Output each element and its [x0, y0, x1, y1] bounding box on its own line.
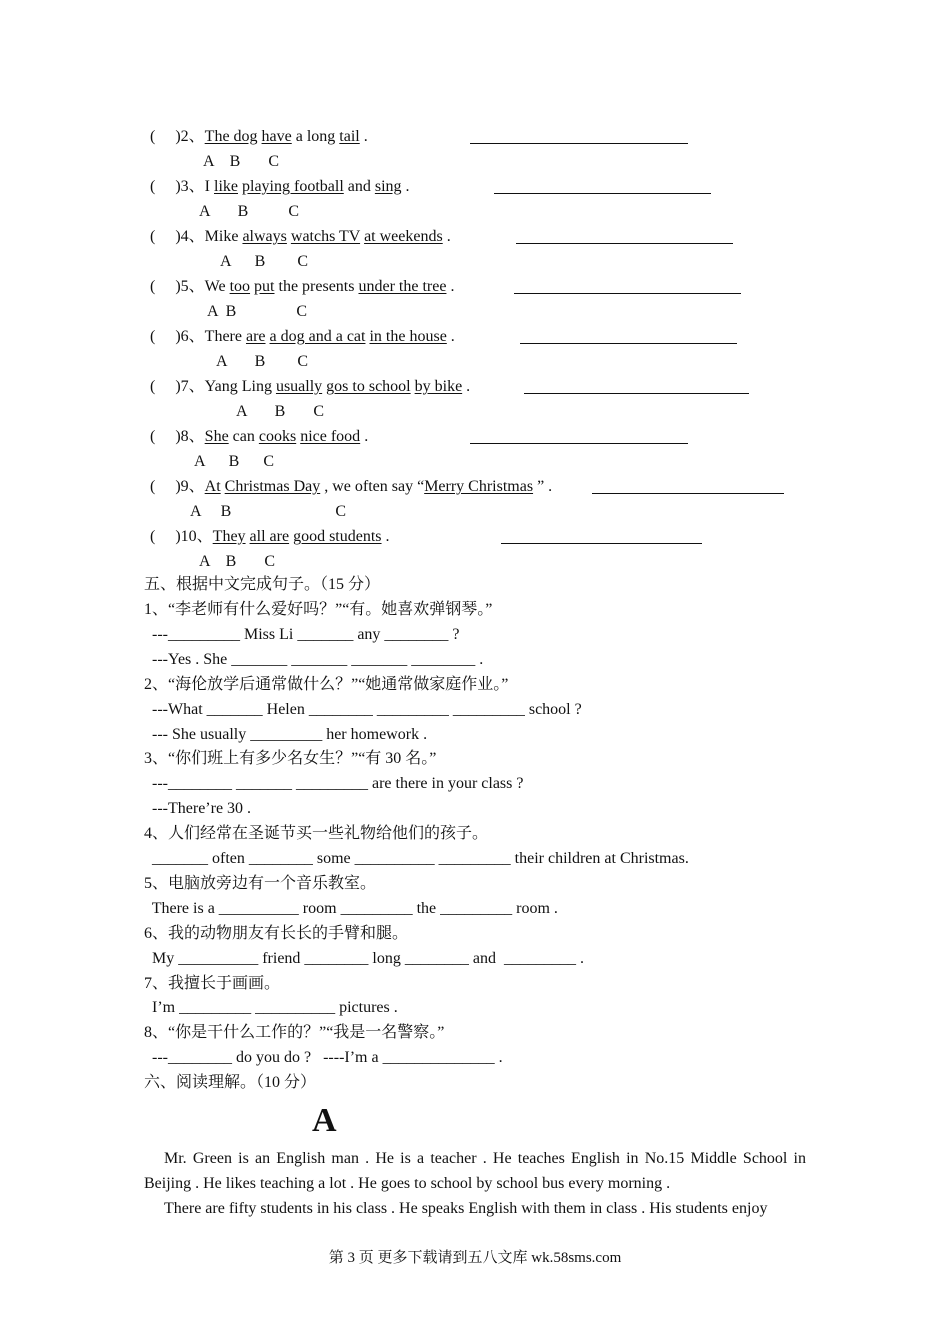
item-number: ( )5、 [150, 278, 205, 295]
underlined-part: tail [339, 128, 360, 145]
answer-line: ---________ _______ _________ are there in your class ? [144, 775, 524, 793]
question-chinese: 5、电脑放旁边有一个音乐教室。 [144, 874, 377, 892]
item-number: ( )8、 [150, 428, 205, 445]
underlined-part: gos to school [326, 378, 411, 395]
question-chinese: 3、“你们班上有多少名女生？”“有 30 名。” [144, 750, 437, 768]
underlined-part: put [254, 278, 275, 295]
underlined-part: sing [374, 178, 402, 195]
passage-label: A [312, 1102, 337, 1139]
sentence-text: There [204, 328, 246, 345]
error-item [150, 277, 454, 297]
sentence-text: and [343, 178, 375, 195]
underlined-part: She [204, 428, 229, 445]
underlined-part: They [212, 528, 246, 545]
answer-line: I’m _________ __________ pictures . [144, 999, 398, 1017]
underlined-part: at weekends [364, 228, 443, 245]
underlined-part: The dog [204, 128, 258, 145]
error-item [150, 377, 470, 397]
question-chinese: 2、“海伦放学后通常做什么？”“她通常做家庭作业。” [144, 675, 509, 693]
underlined-part: Christmas Day [224, 478, 321, 495]
passage-paragraph-2: There are fifty students in his class . He speaks English with them in class . His students enjoy [164, 1200, 768, 1217]
passage-paragraph-1: Mr. Green is an English man . He is a teacher . He teaches English in No.15 Middle School in Beijing . He likes teaching a lot . He goes to school by school bus every morning . [144, 1150, 806, 1192]
option-letters: A B C [216, 353, 309, 370]
underlined-part: watchs TV [290, 228, 361, 245]
underlined-part: by bike [414, 378, 463, 395]
error-item [150, 227, 451, 247]
underlined-part: in the house [369, 328, 447, 345]
answer-blank[interactable] [524, 393, 749, 394]
answer-blank[interactable] [520, 343, 737, 344]
sentence-text: , we often say “ [320, 478, 425, 495]
sentence-text: . [446, 278, 455, 295]
underlined-part: Merry Christmas [424, 478, 534, 495]
page-footer: 第 3 页 更多下载请到五八文库 wk.58sms.com [328, 1250, 622, 1266]
underlined-part: nice food [300, 428, 361, 445]
sentence-text: a long [291, 128, 340, 145]
sentence-text: . [442, 228, 451, 245]
option-letters: A B C [194, 453, 275, 470]
item-number: ( )4、 [150, 228, 205, 245]
error-item [150, 177, 410, 197]
question-chinese: 4、人们经常在圣诞节买一些礼物给他们的孩子。 [144, 825, 489, 843]
answer-line: ---There’re 30 . [144, 800, 252, 818]
question-chinese: 1、“李老师有什么爱好吗？”“有。她喜欢弹钢琴。” [144, 601, 493, 618]
answer-blank[interactable] [592, 493, 784, 494]
underlined-part: are [245, 328, 266, 345]
underlined-part: playing football [242, 178, 344, 195]
answer-blank[interactable] [494, 193, 711, 194]
underlined-part: cooks [258, 428, 297, 445]
underlined-part: a dog and a cat [269, 328, 366, 345]
question-chinese: 7、我擅长于画画。 [144, 974, 281, 992]
option-letters: A B C [220, 253, 309, 270]
answer-blank[interactable] [470, 143, 688, 144]
sentence-text: Mike [204, 228, 243, 245]
sentence-text: can [228, 428, 259, 445]
underlined-part: good students [293, 528, 382, 545]
sentence-text: . [462, 378, 471, 395]
item-number: ( )10、 [150, 528, 213, 545]
answer-blank[interactable] [516, 243, 733, 244]
answer-line: ---_________ Miss Li _______ any ________ ? [144, 625, 460, 643]
sentence-text: . [381, 528, 390, 545]
underlined-part: like [214, 178, 238, 195]
answer-line: --- She usually _________ her homework . [144, 725, 428, 743]
answer-line: ---What _______ Helen ________ _________ _________ school ? [144, 700, 582, 718]
answer-blank[interactable] [514, 293, 741, 294]
sentence-text: ” . [533, 478, 553, 495]
sentence-text: I [204, 178, 214, 195]
error-item [150, 427, 368, 447]
underlined-part: all are [249, 528, 290, 545]
option-letters: A B C [207, 303, 308, 320]
sentence-text: . [359, 128, 368, 145]
option-letters: A B C [236, 403, 325, 420]
underlined-part: under the tree [358, 278, 447, 295]
error-item [150, 327, 455, 347]
option-letters: A B C [203, 153, 280, 170]
item-number: ( )7、 [150, 378, 205, 395]
underlined-part: have [261, 128, 292, 145]
question-chinese: 8、“你是干什么工作的？”“我是一名警察。” [144, 1024, 445, 1042]
underlined-part: usually [275, 378, 323, 395]
option-letters: A B C [190, 503, 347, 520]
sentence-text: Yang Ling [204, 378, 276, 395]
item-number: ( )6、 [150, 328, 205, 345]
answer-blank[interactable] [470, 443, 688, 444]
item-number: ( )3、 [150, 178, 205, 195]
underlined-part: At [204, 478, 221, 495]
error-item [150, 477, 552, 497]
answer-line: There is a __________ room _________ the _________ room . [144, 899, 558, 917]
sentence-text: We [204, 278, 230, 295]
error-item [150, 527, 390, 547]
sentence-text: . [360, 428, 369, 445]
option-letters: A B C [199, 203, 300, 220]
answer-line: ---Yes . She _______ _______ _______ ________ . [144, 650, 484, 668]
sentence-text: . [401, 178, 410, 195]
underlined-part: too [229, 278, 251, 295]
question-chinese: 6、我的动物朋友有长长的手臂和腿。 [144, 924, 409, 942]
item-number: ( )9、 [150, 478, 205, 495]
answer-line: _______ often ________ some __________ _________ their children at Christmas. [144, 850, 689, 867]
option-letters: A B C [199, 553, 276, 570]
item-number: ( )2、 [150, 128, 205, 145]
sentence-text: the presents [274, 278, 359, 295]
error-item [150, 127, 368, 147]
answer-line: My __________ friend ________ long ________ and _________ . [144, 949, 584, 967]
sentence-text: . [446, 328, 455, 345]
section-five-title: 五、根据中文完成句子。（15 分） [144, 576, 381, 593]
underlined-part: always [242, 228, 287, 245]
answer-line: ---________ do you do ? ----I’m a ______________ . [144, 1049, 503, 1067]
answer-blank[interactable] [501, 543, 702, 544]
section-six-title: 六、阅读理解。（10 分） [144, 1074, 317, 1091]
